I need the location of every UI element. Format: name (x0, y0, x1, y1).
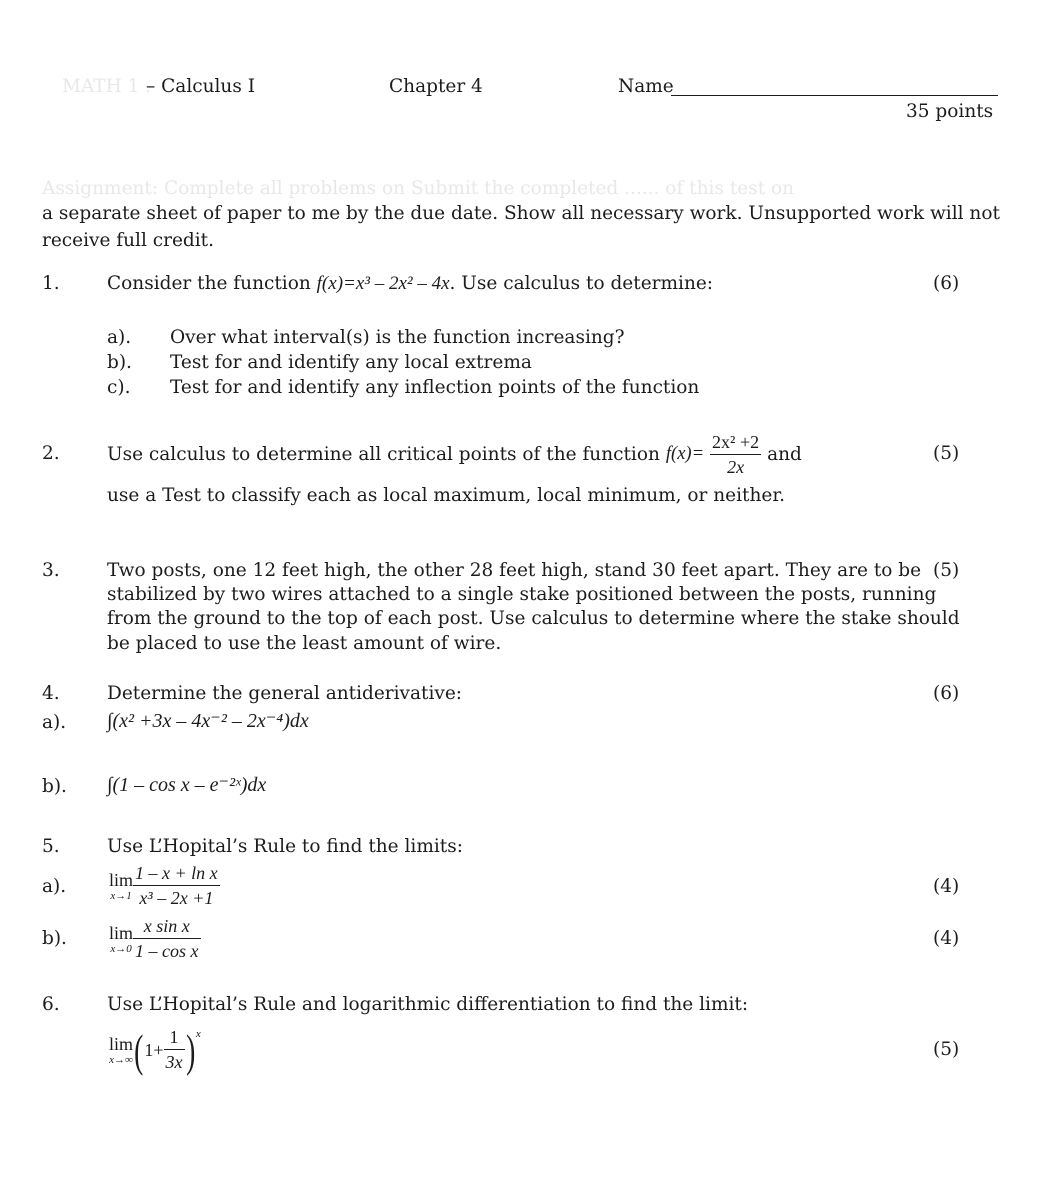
problem-6-lim (109, 1035, 133, 1066)
problem-2-points: (5) (933, 443, 960, 464)
left-paren-glyph: ( (134, 1024, 144, 1076)
problem-1b-text: Test for and identify any local extrema (170, 352, 532, 373)
problem-5a-lim-word: lim (109, 869, 134, 890)
problem-5a-numerator: 1 – x + ln x (133, 863, 220, 886)
problem-2-line-2: use a Test to classify each as local maximum, local minimum, or neither. (107, 485, 786, 506)
problem-1-statement (107, 273, 713, 295)
problem-5b-lim (109, 924, 133, 955)
name-line[interactable] (671, 95, 998, 96)
problem-3-number: 3. (42, 560, 60, 581)
problem-4a-label: a). (42, 712, 67, 733)
chapter-label: Chapter 4 (389, 76, 483, 97)
problem-1-function: f(x)=x³ – 2x² – 4x (316, 273, 450, 294)
problem-6-points: (5) (933, 1039, 960, 1060)
problem-6-one-plus: 1+ (144, 1039, 164, 1060)
problem-5a-label: a). (42, 876, 67, 897)
problem-3-line-2: stabilized by two wires attached to a single stake positioned between the posts, running (107, 584, 937, 605)
problem-4b-label: b). (42, 776, 67, 797)
problem-5b-lim-sub: x→0 (110, 942, 132, 955)
problem-5-number: 5. (42, 836, 60, 857)
instructions-line-1: a separate sheet of paper to me by the due date. Show all necessary work. Unsupported work will not (42, 203, 1000, 224)
problem-5a-limit (109, 860, 220, 912)
course-title: – Calculus I (146, 76, 256, 97)
problem-2-function-lhs: f(x)= (665, 444, 705, 464)
problem-2-text-after: and (767, 444, 802, 465)
problem-6-text: Use L’Hopital’s Rule and logarithmic differentiation to find the limit: (107, 994, 749, 1015)
problem-6-fraction (164, 1027, 185, 1073)
problem-4-points: (6) (933, 683, 960, 704)
problem-1-text-before: Consider the function (107, 273, 311, 294)
problem-5b-points: (4) (933, 928, 960, 949)
right-paren-glyph: ) (185, 1024, 195, 1076)
faded-course-prefix: MATH 1 . (62, 76, 152, 97)
problem-3-line-4: be placed to use the least amount of wire. (107, 633, 502, 654)
problem-5a-fraction (133, 863, 220, 909)
problem-4-text: Determine the general antiderivative: (107, 683, 463, 704)
problem-2-numerator: 2x² +2 (710, 432, 761, 455)
problem-4-number: 4. (42, 683, 60, 704)
problem-3-line-3: from the ground to the top of each post. Use calculus to determine where the stake should (107, 608, 960, 629)
faded-instruction-line: Assignment: Complete all problems on Submit the completed ...... of this test on (42, 178, 795, 199)
problem-5b-limit (109, 913, 201, 965)
problem-5-text: Use L’Hopital’s Rule to find the limits: (107, 836, 463, 857)
problem-6-exponent: x (195, 1028, 201, 1040)
problem-1-text-after: . Use calculus to determine: (449, 273, 714, 294)
problem-5b-lim-word: lim (109, 922, 134, 943)
points-total: 35 points (906, 101, 994, 122)
problem-3-line-1: Two posts, one 12 feet high, the other 28 feet high, stand 30 feet apart. They are to be (107, 560, 922, 581)
problem-2-statement (107, 427, 802, 482)
instructions-line-2: receive full credit. (42, 230, 215, 251)
problem-5a-lim-sub: x→1 (110, 889, 132, 902)
problem-1a-label: a). (107, 327, 132, 348)
problem-2-text-before: Use calculus to determine all critical points of the function (107, 444, 660, 465)
problem-1-number: 1. (42, 273, 60, 294)
problem-5b-fraction (133, 916, 200, 962)
problem-3-points: (5) (933, 560, 960, 581)
problem-2-fraction (710, 432, 761, 478)
problem-6-numerator: 1 (164, 1027, 185, 1050)
problem-5b-numerator: x sin x (133, 916, 200, 939)
problem-5b-label: b). (42, 928, 67, 949)
problem-6-lim-word: lim (109, 1033, 134, 1054)
problem-4b-integral: ∫(1 – cos x – e⁻²ˣ)dx (107, 774, 267, 796)
problem-1a-text: Over what interval(s) is the function increasing? (170, 327, 625, 348)
problem-1c-label: c). (107, 377, 131, 398)
problem-5a-lim (109, 871, 133, 902)
problem-6-denominator: 3x (165, 1052, 183, 1072)
problem-6-number: 6. (42, 994, 60, 1015)
problem-1b-label: b). (107, 352, 132, 373)
problem-5a-denominator: x³ – 2x +1 (139, 888, 214, 908)
problem-5a-points: (4) (933, 876, 960, 897)
name-label: Name (618, 76, 674, 97)
problem-1-points: (6) (933, 273, 960, 294)
problem-5b-denominator: 1 – cos x (135, 941, 199, 961)
problem-1c-text: Test for and identify any inflection points of the function (170, 377, 700, 398)
problem-6-limit (109, 1022, 201, 1078)
problem-2-denominator: 2x (727, 456, 745, 477)
problem-2-number: 2. (42, 443, 60, 464)
problem-6-lim-sub: x→∞ (109, 1053, 133, 1066)
problem-4a-integral: ∫(x² +3x – 4x⁻² – 2x⁻⁴)dx (107, 710, 309, 732)
